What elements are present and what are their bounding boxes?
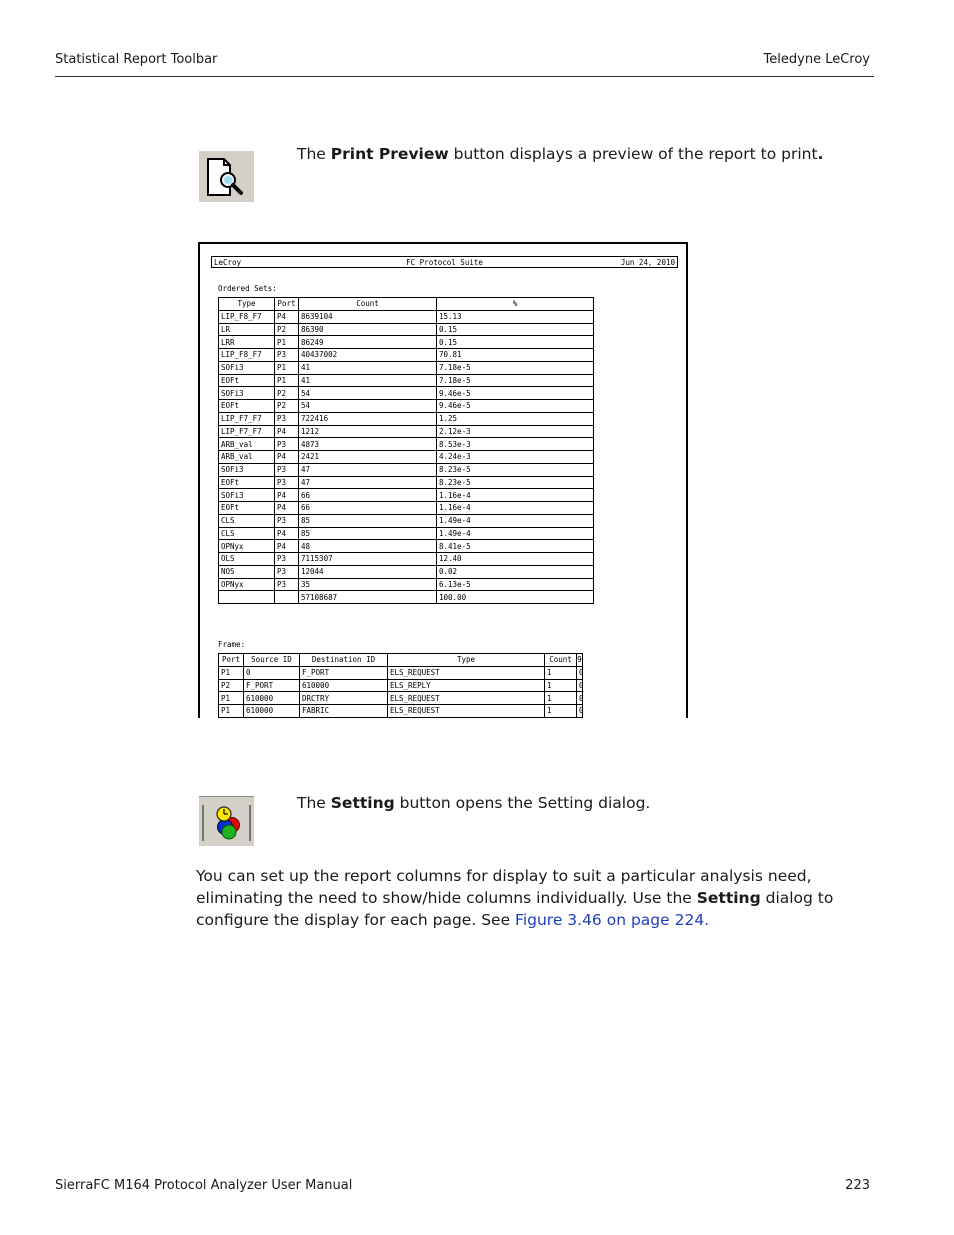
print-preview-bold: Print Preview	[330, 145, 449, 163]
ordered-sets-cell: P2	[275, 323, 299, 336]
ordered-sets-cell: P4	[275, 502, 299, 515]
ordered-sets-cell: P4	[275, 489, 299, 502]
frame-cell: P2	[219, 679, 244, 692]
ordered-sets-cell: LR	[219, 323, 275, 336]
print-preview-figure	[198, 242, 688, 718]
ordered-sets-cell: 12044	[299, 565, 437, 578]
ordered-sets-cell: 15.13	[437, 310, 594, 323]
ordered-sets-cell: 66	[299, 489, 437, 502]
ordered-sets-cell: 54	[299, 387, 437, 400]
header-rule	[55, 76, 874, 77]
frame-cell: ELS_REQUEST	[388, 666, 545, 679]
ordered-sets-cell: P1	[275, 336, 299, 349]
ordered-sets-cell: P1	[275, 361, 299, 374]
frame-cell: 1	[545, 666, 577, 679]
ordered-sets-cell: 9.46e-5	[437, 400, 594, 413]
frame-cell: 0	[577, 692, 583, 705]
ordered-sets-cell: P1	[275, 374, 299, 387]
ordered-sets-cell: LRR	[219, 336, 275, 349]
frame-cell: 1	[545, 679, 577, 692]
ordered-sets-cell: 85	[299, 514, 437, 527]
ordered-sets-cell: P3	[275, 476, 299, 489]
frame-cell: ELS_REQUEST	[388, 705, 545, 718]
ordered-sets-row	[219, 451, 594, 464]
ordered-sets-cell: 86249	[299, 336, 437, 349]
preview-header-left: LeCroy	[214, 258, 242, 267]
ordered-sets-row	[219, 565, 594, 578]
setting-icon	[199, 797, 254, 848]
ordered-sets-cell: 85	[299, 527, 437, 540]
frame-row	[219, 679, 583, 692]
ordered-sets-row	[219, 527, 594, 540]
ordered-sets-cell: LIP_F8_F7	[219, 349, 275, 362]
ordered-sets-header-row	[219, 298, 594, 311]
ordered-sets-cell: SOFi3	[219, 463, 275, 476]
ordered-sets-cell: 1212	[299, 425, 437, 438]
ordered-sets-label: Ordered Sets:	[218, 284, 277, 293]
ordered-sets-cell: 8.23e-5	[437, 463, 594, 476]
ordered-sets-row	[219, 310, 594, 323]
ordered-sets-cell: 0.02	[437, 565, 594, 578]
frame-row	[219, 705, 583, 718]
frame-label: Frame:	[218, 640, 246, 649]
setting-text-after: button opens the Setting dialog.	[394, 794, 651, 812]
footer-manual-title: SierraFC M164 Protocol Analyzer User Manual	[55, 1178, 353, 1193]
ordered-sets-cell: 35	[299, 578, 437, 591]
ordered-sets-cell: 9.46e-5	[437, 387, 594, 400]
frame-column-header: Port	[219, 654, 244, 667]
ordered-sets-cell: 1.49e-4	[437, 527, 594, 540]
paragraph-part2: dialog to configure the display for each page. See	[196, 889, 834, 929]
ordered-sets-cell: 6.13e-5	[437, 578, 594, 591]
frame-row	[219, 666, 583, 679]
frame-cell: FABRIC	[300, 705, 388, 718]
ordered-sets-cell: P3	[275, 553, 299, 566]
ordered-sets-row	[219, 387, 594, 400]
print-preview-text-before: The	[297, 145, 331, 163]
frame-cell: 610000	[300, 679, 388, 692]
ordered-sets-cell: 41	[299, 361, 437, 374]
ordered-sets-column-header: Count	[299, 298, 437, 311]
ordered-sets-row	[219, 323, 594, 336]
ordered-sets-cell: P4	[275, 425, 299, 438]
ordered-sets-cell: 2.12e-3	[437, 425, 594, 438]
frame-column-header: 9	[577, 655, 582, 665]
frame-cell: ELS_REQUEST	[388, 692, 545, 705]
print-preview-text-after: button displays a preview of the report to print	[448, 145, 818, 163]
ordered-sets-column-header: Type	[219, 298, 275, 311]
ordered-sets-cell: 8.41e-5	[437, 540, 594, 553]
print-preview-button[interactable]	[199, 151, 254, 202]
ordered-sets-cell	[275, 591, 299, 604]
frame-header-row	[219, 654, 583, 667]
setting-description	[297, 792, 650, 814]
ordered-sets-row	[219, 591, 594, 604]
ordered-sets-cell: 8.53e-3	[437, 438, 594, 451]
ordered-sets-row	[219, 349, 594, 362]
ordered-sets-cell: 86390	[299, 323, 437, 336]
frame-table	[218, 653, 583, 718]
frame-cell: F_PORT	[300, 666, 388, 679]
ordered-sets-cell: P4	[275, 451, 299, 464]
ordered-sets-cell: 8.23e-5	[437, 476, 594, 489]
ordered-sets-row	[219, 463, 594, 476]
frame-cell: DRCTRY	[300, 692, 388, 705]
frame-cell: 610000	[244, 692, 300, 705]
ordered-sets-cell	[219, 591, 275, 604]
ordered-sets-row	[219, 425, 594, 438]
ordered-sets-cell: 7.18e-5	[437, 374, 594, 387]
ordered-sets-cell: 1.49e-4	[437, 514, 594, 527]
frame-cell: 0	[577, 666, 583, 679]
ordered-sets-cell: 0.15	[437, 336, 594, 349]
setting-button[interactable]	[199, 796, 254, 847]
ordered-sets-row	[219, 400, 594, 413]
ordered-sets-row	[219, 336, 594, 349]
ordered-sets-cell: EOFt	[219, 502, 275, 515]
ordered-sets-row	[219, 489, 594, 502]
ordered-sets-cell: ARB_val	[219, 438, 275, 451]
page-number: 223	[845, 1178, 870, 1193]
frame-column-header: Count	[545, 654, 577, 667]
ordered-sets-cell: EOFt	[219, 374, 275, 387]
ordered-sets-cell: 12.40	[437, 553, 594, 566]
ordered-sets-cell: 57108687	[299, 591, 437, 604]
frame-cell: 1	[545, 705, 577, 718]
ordered-sets-cell: P4	[275, 310, 299, 323]
ordered-sets-column-header: %	[437, 298, 594, 311]
frame-cell: 610000	[244, 705, 300, 718]
setting-paragraph	[196, 865, 836, 931]
ordered-sets-cell: ARB_val	[219, 451, 275, 464]
ordered-sets-row	[219, 361, 594, 374]
ordered-sets-cell: P3	[275, 514, 299, 527]
ordered-sets-row	[219, 540, 594, 553]
frame-cell: 0	[577, 679, 583, 692]
paragraph-part1: You can set up the report columns for display to suit a particular analysis need, eliminating the need to show/hide columns individually. Use the	[196, 867, 812, 907]
ordered-sets-cell: 1.16e-4	[437, 489, 594, 502]
print-preview-description	[297, 143, 823, 165]
ordered-sets-cell: 40437002	[299, 349, 437, 362]
ordered-sets-cell: CLS	[219, 527, 275, 540]
frame-cell: P1	[219, 705, 244, 718]
frame-column-header: Type	[388, 654, 545, 667]
ordered-sets-cell: 48	[299, 540, 437, 553]
ordered-sets-cell: LIP_F7_F7	[219, 412, 275, 425]
ordered-sets-row	[219, 514, 594, 527]
ordered-sets-cell: LIP_F8_F7	[219, 310, 275, 323]
frame-cell: F_PORT	[244, 679, 300, 692]
frame-cell: ELS_REPLY	[388, 679, 545, 692]
ordered-sets-cell: OPNyx	[219, 578, 275, 591]
ordered-sets-cell: 47	[299, 463, 437, 476]
ordered-sets-row	[219, 476, 594, 489]
frame-cell: P1	[219, 666, 244, 679]
print-preview-icon	[199, 151, 254, 202]
ordered-sets-cell: SOFi3	[219, 361, 275, 374]
preview-header-center: FC Protocol Suite	[406, 258, 483, 267]
frame-cell: 0	[244, 666, 300, 679]
setting-bold: Setting	[330, 794, 395, 812]
ordered-sets-cell: P3	[275, 438, 299, 451]
ordered-sets-row	[219, 553, 594, 566]
ordered-sets-row	[219, 374, 594, 387]
ordered-sets-cell: 8639104	[299, 310, 437, 323]
ordered-sets-cell: 47	[299, 476, 437, 489]
ordered-sets-cell: CLS	[219, 514, 275, 527]
ordered-sets-cell: SOFi3	[219, 387, 275, 400]
ordered-sets-cell: EOFt	[219, 476, 275, 489]
preview-page-header	[211, 256, 678, 268]
ordered-sets-cell: P4	[275, 527, 299, 540]
ordered-sets-cell: 0.15	[437, 323, 594, 336]
ordered-sets-cell: 2421	[299, 451, 437, 464]
ordered-sets-row	[219, 578, 594, 591]
ordered-sets-cell: LIP_F7_F7	[219, 425, 275, 438]
figure-link[interactable]: Figure 3.46 on page 224.	[515, 911, 710, 929]
ordered-sets-cell: NOS	[219, 565, 275, 578]
ordered-sets-cell: P3	[275, 565, 299, 578]
header-company: Teledyne LeCroy	[763, 52, 870, 67]
ordered-sets-cell: P3	[275, 463, 299, 476]
print-preview-period: .	[817, 145, 824, 163]
ordered-sets-cell: P3	[275, 349, 299, 362]
preview-header-right: Jun 24, 2010	[620, 258, 675, 267]
ordered-sets-cell: SOFi3	[219, 489, 275, 502]
setting-text-before: The	[297, 794, 331, 812]
ordered-sets-cell: P3	[275, 578, 299, 591]
frame-cell: 1	[545, 692, 577, 705]
ordered-sets-cell: P4	[275, 540, 299, 553]
ordered-sets-cell: OPNyx	[219, 540, 275, 553]
ordered-sets-cell: OLS	[219, 553, 275, 566]
ordered-sets-cell: 54	[299, 400, 437, 413]
ordered-sets-cell: 4873	[299, 438, 437, 451]
ordered-sets-cell: 70.81	[437, 349, 594, 362]
ordered-sets-cell: 4.24e-3	[437, 451, 594, 464]
ordered-sets-cell: P2	[275, 400, 299, 413]
ordered-sets-cell: P3	[275, 412, 299, 425]
ordered-sets-cell: 1.16e-4	[437, 502, 594, 515]
ordered-sets-row	[219, 438, 594, 451]
ordered-sets-cell: 7.18e-5	[437, 361, 594, 374]
ordered-sets-cell: 66	[299, 502, 437, 515]
ordered-sets-cell: 722416	[299, 412, 437, 425]
ordered-sets-cell: EOFt	[219, 400, 275, 413]
ordered-sets-cell: 1.25	[437, 412, 594, 425]
frame-column-header: Source ID	[244, 654, 300, 667]
frame-cell: P1	[219, 692, 244, 705]
frame-column-header: Destination ID	[300, 654, 388, 667]
ordered-sets-table	[218, 297, 594, 604]
ordered-sets-cell: P2	[275, 387, 299, 400]
frame-cell: 0	[577, 705, 583, 718]
ordered-sets-row	[219, 412, 594, 425]
ordered-sets-cell: 100.00	[437, 591, 594, 604]
ordered-sets-cell: 41	[299, 374, 437, 387]
ordered-sets-column-header: Port	[275, 298, 299, 311]
paragraph-bold: Setting	[696, 889, 761, 907]
ordered-sets-cell: 7115307	[299, 553, 437, 566]
ordered-sets-row	[219, 502, 594, 515]
frame-row	[219, 692, 583, 705]
header-section-title: Statistical Report Toolbar	[55, 52, 218, 67]
